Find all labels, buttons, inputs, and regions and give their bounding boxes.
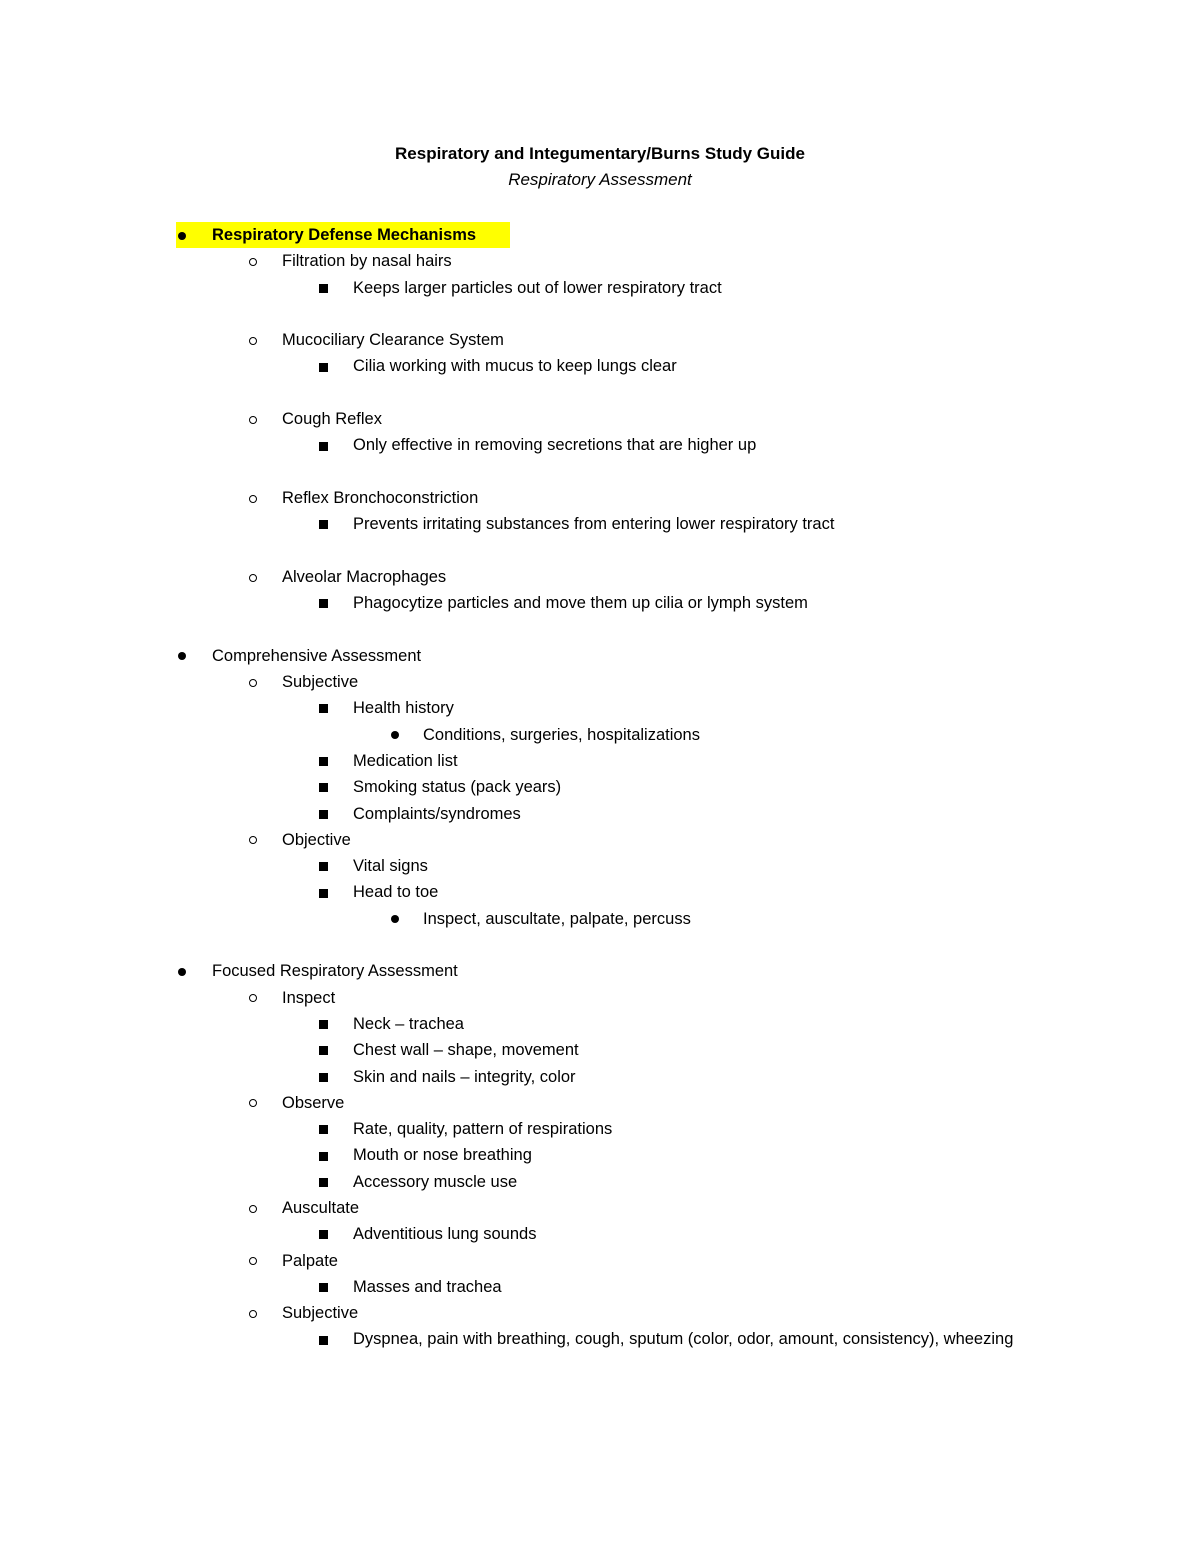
list-item-text: Prevents irritating substances from entering lower respiratory tract xyxy=(353,515,835,534)
square-bullet-icon xyxy=(313,275,333,301)
list-item-text: Objective xyxy=(282,830,351,849)
list-item-text: Phagocytize particles and move them up cilia or lymph system xyxy=(353,594,808,613)
list-item-text: Inspect xyxy=(282,988,336,1007)
list-item-level-3 xyxy=(0,774,1075,800)
square-bullet-icon xyxy=(313,853,333,879)
list-item-text: Observe xyxy=(282,1093,345,1112)
square-bullet-icon xyxy=(313,774,333,800)
list-item-level-2 xyxy=(0,248,1075,274)
square-bullet-icon xyxy=(313,801,333,827)
list-item-text: Alveolar Macrophages xyxy=(282,567,447,586)
list-item-text: Palpate xyxy=(282,1251,338,1270)
list-item-text: Comprehensive Assessment xyxy=(212,646,422,665)
hollow-circle-bullet-icon xyxy=(243,1248,263,1274)
list-item-level-3 xyxy=(0,590,1075,616)
filled-bullet-icon xyxy=(385,722,405,748)
square-bullet-icon xyxy=(313,1142,333,1168)
list-item-text: Complaints/syndromes xyxy=(353,804,521,823)
document-title: Respiratory and Integumentary/Burns Study Guide xyxy=(395,144,805,163)
hollow-circle-bullet-icon xyxy=(243,1090,263,1116)
list-item-level-3 xyxy=(0,1169,1075,1195)
list-item-level-1 xyxy=(0,643,1075,669)
list-item-text: Mucociliary Clearance System xyxy=(282,331,504,350)
list-item-level-2 xyxy=(0,827,1075,853)
list-item-text: Rate, quality, pattern of respirations xyxy=(353,1120,613,1139)
square-bullet-icon xyxy=(313,590,333,616)
hollow-circle-bullet-icon xyxy=(243,327,263,353)
list-item-text: Focused Respiratory Assessment xyxy=(212,962,458,981)
filled-bullet-icon xyxy=(172,643,192,669)
list-item-level-2 xyxy=(0,985,1075,1011)
list-item-level-3 xyxy=(0,1011,1075,1037)
hollow-circle-bullet-icon xyxy=(243,248,263,274)
list-item-text: Accessory muscle use xyxy=(353,1172,518,1191)
list-item-text: Medication list xyxy=(353,751,458,770)
list-item-text: Auscultate xyxy=(282,1198,360,1217)
list-item-text: Smoking status (pack years) xyxy=(353,778,562,797)
list-item-level-2 xyxy=(0,1195,1075,1221)
list-item-level-2 xyxy=(0,406,1075,432)
square-bullet-icon xyxy=(313,1274,333,1300)
list-item-level-3 xyxy=(0,1064,1075,1090)
list-item-level-3 xyxy=(0,879,1075,905)
filled-bullet-icon xyxy=(172,958,192,984)
list-item-text: Masses and trachea xyxy=(353,1277,502,1296)
hollow-circle-bullet-icon xyxy=(243,1300,263,1326)
list-item-level-1 xyxy=(0,222,1075,248)
list-item-level-3 xyxy=(0,801,1075,827)
list-item-text: Cilia working with mucus to keep lungs clear xyxy=(353,357,677,376)
list-item-text: Mouth or nose breathing xyxy=(353,1146,532,1165)
list-item-level-2 xyxy=(0,669,1075,695)
hollow-circle-bullet-icon xyxy=(243,564,263,590)
square-bullet-icon xyxy=(313,353,333,379)
square-bullet-icon xyxy=(313,1326,333,1352)
list-item-level-2 xyxy=(0,564,1075,590)
hollow-circle-bullet-icon xyxy=(243,406,263,432)
list-item-level-3 xyxy=(0,748,1075,774)
list-item-text: Skin and nails – integrity, color xyxy=(353,1067,576,1086)
square-bullet-icon xyxy=(313,1064,333,1090)
outline-list xyxy=(0,222,1075,1353)
document-subtitle: Respiratory Assessment xyxy=(508,170,692,189)
list-item-level-3 xyxy=(0,1116,1075,1142)
square-bullet-icon xyxy=(313,1037,333,1063)
list-item-text: Vital signs xyxy=(353,857,428,876)
list-item-text: Conditions, surgeries, hospitalizations xyxy=(423,725,700,744)
list-item-level-3 xyxy=(0,511,1075,537)
list-item-level-4 xyxy=(0,722,1075,748)
list-item-level-2 xyxy=(0,1090,1075,1116)
square-bullet-icon xyxy=(313,1221,333,1247)
list-item-level-3 xyxy=(0,1221,1075,1247)
list-item-level-3 xyxy=(0,1142,1075,1168)
square-bullet-icon xyxy=(313,1011,333,1037)
square-bullet-icon xyxy=(313,748,333,774)
list-item-text: Head to toe xyxy=(353,883,439,902)
list-item-text: Reflex Bronchoconstriction xyxy=(282,488,479,507)
list-item-level-3 xyxy=(0,1037,1075,1063)
square-bullet-icon xyxy=(313,1169,333,1195)
list-item-level-4 xyxy=(0,906,1075,932)
list-item-level-3 xyxy=(0,275,1075,301)
square-bullet-icon xyxy=(313,879,333,905)
filled-bullet-icon xyxy=(172,222,192,248)
list-item-level-3 xyxy=(0,853,1075,879)
list-item-text: Subjective xyxy=(282,1304,359,1323)
list-item-text: Dyspnea, pain with breathing, cough, sputum (color, odor, amount, consistency), wheezing xyxy=(353,1330,1014,1349)
hollow-circle-bullet-icon xyxy=(243,827,263,853)
hollow-circle-bullet-icon xyxy=(243,1195,263,1221)
list-item-level-2 xyxy=(0,1248,1075,1274)
list-item-text: Chest wall – shape, movement xyxy=(353,1041,579,1060)
list-item-level-3 xyxy=(0,353,1075,379)
list-item-text: Adventitious lung sounds xyxy=(353,1225,537,1244)
list-item-text: Neck – trachea xyxy=(353,1014,464,1033)
list-item-text: Only effective in removing secretions that are higher up xyxy=(353,436,757,455)
list-item-text: Health history xyxy=(353,699,454,718)
square-bullet-icon xyxy=(313,695,333,721)
list-item-level-2 xyxy=(0,1300,1075,1326)
square-bullet-icon xyxy=(313,511,333,537)
square-bullet-icon xyxy=(313,1116,333,1142)
hollow-circle-bullet-icon xyxy=(243,485,263,511)
list-item-text: Subjective xyxy=(282,673,359,692)
list-item-text: Inspect, auscultate, palpate, percuss xyxy=(423,909,691,928)
list-item-text: Filtration by nasal hairs xyxy=(282,252,452,271)
list-item-text: Respiratory Defense Mechanisms xyxy=(212,226,477,244)
list-item-level-3 xyxy=(0,1326,1075,1352)
list-item-level-3 xyxy=(0,695,1075,721)
list-item-level-1 xyxy=(0,958,1075,984)
list-item-level-2 xyxy=(0,327,1075,353)
hollow-circle-bullet-icon xyxy=(243,669,263,695)
list-item-level-3 xyxy=(0,1274,1075,1300)
list-item-level-3 xyxy=(0,432,1075,458)
square-bullet-icon xyxy=(313,432,333,458)
list-item-text: Keeps larger particles out of lower respiratory tract xyxy=(353,278,722,297)
hollow-circle-bullet-icon xyxy=(243,985,263,1011)
list-item-text: Cough Reflex xyxy=(282,410,382,429)
filled-bullet-icon xyxy=(385,906,405,932)
list-item-level-2 xyxy=(0,485,1075,511)
